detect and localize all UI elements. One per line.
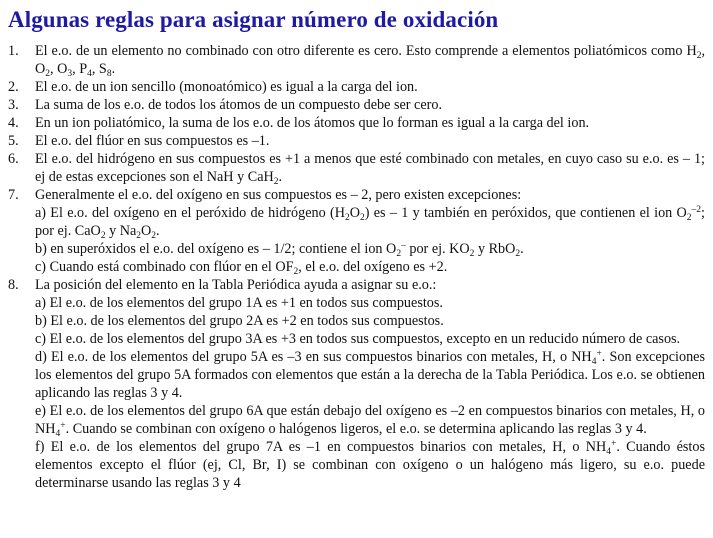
rule-text: El e.o. del hidrógeno en sus compuestos es +1 a menos que esté combinado con metales, en cuyo caso su e.o. es – 1; ej de estas excepciones son el NaH y CaH$_2$. [35, 151, 705, 187]
rule-item [8, 186, 705, 276]
rule-item [8, 78, 705, 96]
rule-text: El e.o. de un elemento no combinado con otro diferente es cero. Esto comprende a elementos poliatómicos como $H_2$, $O_2$, $O_3$, $P_4$, $S_8$. [35, 43, 705, 79]
rule-number: 2. [8, 79, 19, 95]
rule-number: 8. [8, 277, 19, 293]
rule-number: 6. [8, 151, 19, 167]
rule-item [8, 42, 705, 78]
rule-number: 4. [8, 115, 19, 131]
rule-text: Generalmente el e.o. del oxígeno en sus compuestos es – 2, pero existen excepciones: a) El e.o. del oxígeno en el peróxido de hidrógeno $(H_2O_2)$ es – 1 y también en peróxidos, que contienen el ion $O_2^{-2}$; por ej. CaO$_2$ y $Na_2O_2$. b) en superóxidos el e.o. del oxígeno es – 1/2; contiene el ion $O_2^-$ por ej. $KO_2$ y RbO$_2$. c) Cuando está combinado con flúor en el $OF_2$, el e.o. del oxígeno es +2. [35, 187, 705, 277]
rule-text: El e.o. de un ion sencillo (monoatómico) es igual a la carga del ion. [35, 79, 418, 95]
rule-number: 3. [8, 97, 19, 113]
rule-number: 1. [8, 43, 19, 59]
rule-text: En un ion poliatómico, la suma de los e.o. de los átomos que lo forman es igual a la carga del ion. [35, 115, 590, 131]
rule-item [8, 96, 705, 114]
rule-text: El e.o. del flúor en sus compuestos es –1. [35, 133, 270, 149]
rule-number: 7. [8, 187, 19, 203]
rule-text: La suma de los e.o. de todos los átomos de un compuesto debe ser cero. [35, 97, 443, 113]
rule-item [8, 114, 705, 132]
page-title: Algunas reglas para asignar número de oxidación [8, 7, 499, 32]
rule-item [8, 150, 705, 186]
rules-list [8, 42, 705, 492]
rule-item [8, 132, 705, 150]
rule-item [8, 276, 705, 492]
rule-number: 5. [8, 133, 19, 149]
rule-text: La posición del elemento en la Tabla Periódica ayuda a asignar su e.o.: a) El e.o. de los elementos del grupo 1A es +1 en todos sus compuestos. b) El e.o. de los elementos del grupo 2A es +2 en todos sus compuestos. c) El e.o. de los elementos del grupo 3A es +3 en todos sus compuestos, excepto en un reducido número de casos. d) El e.o. de los elementos del grupo 5A es –3 en sus compuestos binarios con metales, H, o $NH_4^+$. Son excepciones los elementos del grupo 5A formados con elementos que están a la derecha de la Tabla Periódica. Los e.o. se obtienen aplicando las reglas 3 y 4. e) El e.o. de los elementos del grupo 6A que están debajo del oxígeno es –2 en compuestos binarios con metales, H, o $NH_4^+$. Cuando se combinan con oxígeno o halógenos ligeros, el e.o. se determina aplicando las reglas 3 y 4. f) El e.o. de los elementos del grupo 7A es –1 en compuestos binarios con metales, H, o $NH_4^+$. Cuando éstos elementos excepto el flúor (ej, Cl, Br, I) se combinan con oxígeno o un halógeno más ligero, su e.o. puede determinarse usando las reglas 3 y 4 [35, 277, 705, 491]
